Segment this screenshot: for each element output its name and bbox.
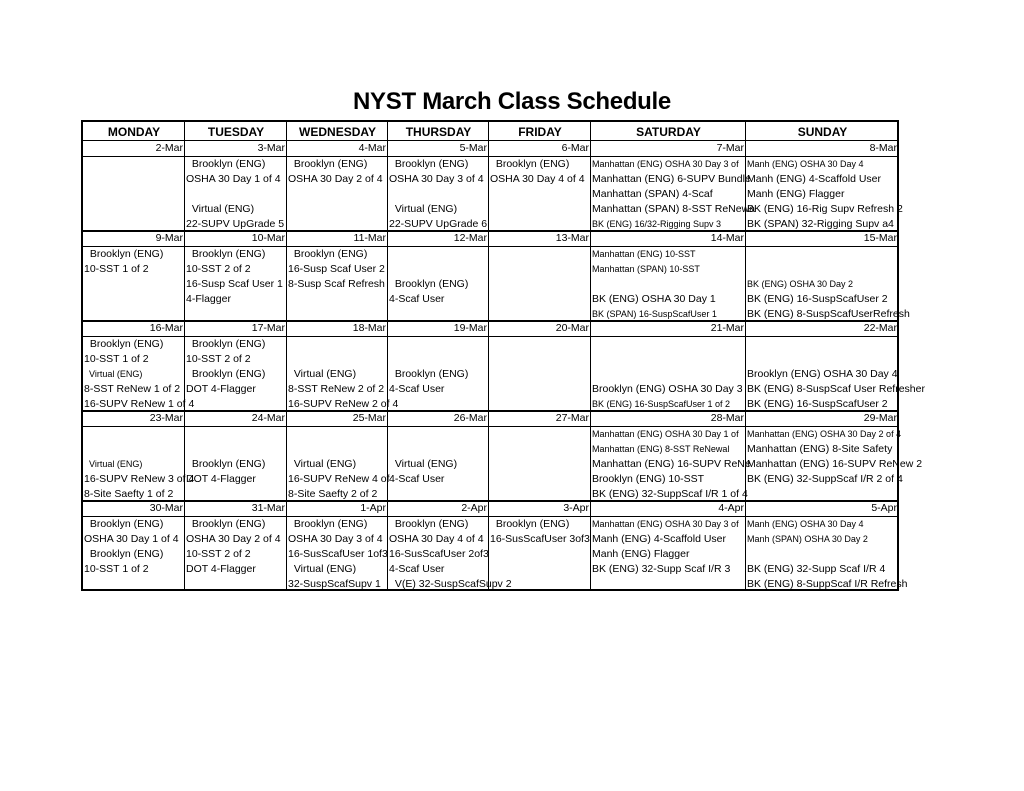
class-entry: Virtual (ENG) (288, 458, 357, 470)
class-entry: Manhattan (ENG) OSHA 30 Day 1 of (592, 429, 739, 439)
date-cell: 17-Mar (251, 322, 285, 334)
class-entry: Brooklyn (ENG) (84, 248, 164, 260)
schedule-grid (81, 120, 925, 591)
class-entry: Brooklyn (ENG) (389, 158, 469, 170)
class-entry: 8-Susp Scaf Refresh (288, 278, 385, 290)
date-cell: 23-Mar (149, 412, 183, 424)
date-cell: 5-Mar (459, 142, 487, 154)
date-cell: 16-Mar (149, 322, 183, 334)
class-entry: 4-Flagger (186, 293, 231, 305)
class-entry: Manh (ENG) OSHA 30 Day 4 (747, 519, 864, 529)
class-entry: 8-SST ReNew 2 of 2 (288, 383, 385, 395)
class-entry: OSHA 30 Day 4 of 4 (490, 173, 585, 185)
date-cell: 27-Mar (555, 412, 589, 424)
class-entry: Brooklyn (ENG) (389, 518, 469, 530)
class-entry: 16-SUPV ReNew 3 of 4 (84, 473, 195, 485)
class-entry: Brooklyn (ENG) (389, 278, 469, 290)
class-entry: Manh (ENG) Flagger (747, 188, 845, 200)
date-cell: 24-Mar (251, 412, 285, 424)
class-entry: Manhattan (ENG) 16-SUPV ReNew 2 (747, 458, 923, 470)
date-cell: 30-Mar (149, 502, 183, 514)
date-cell: 2-Mar (155, 142, 183, 154)
class-entry: Manhattan (ENG) 6-SUPV Bundle (592, 173, 751, 185)
class-entry: Virtual (ENG) (84, 369, 143, 379)
class-entry: BK (SPAN) 32-Rigging Supv a4 (747, 218, 894, 230)
class-entry: BK (ENG) 32-Supp Scaf I/R 4 (747, 563, 886, 575)
date-cell: 31-Mar (251, 502, 285, 514)
class-entry: 4-Scaf User (389, 563, 445, 575)
class-entry: 10-SST 1 of 2 (84, 263, 149, 275)
date-cell: 5-Apr (871, 502, 897, 514)
class-entry: Manhattan (ENG) 16-SUPV ReNe (592, 458, 751, 470)
class-entry: Manh (ENG) Flagger (592, 548, 690, 560)
class-entry: BK (ENG) 16-Rig Supv Refresh 2 (747, 203, 903, 215)
class-entry: Brooklyn (ENG) (84, 548, 164, 560)
class-entry: 16-SUPV ReNew 2 of 4 (288, 398, 399, 410)
class-entry: 16-Susp Scaf User 2 (288, 263, 385, 275)
class-entry: OSHA 30 Day 1 of 4 (84, 533, 179, 545)
class-entry: 8-Site Saefty 2 of 2 (288, 488, 378, 500)
class-entry: BK (ENG) 8-SuppScaf I/R Refresh (747, 578, 908, 590)
date-cell: 20-Mar (555, 322, 589, 334)
class-entry: 22-SUPV UpGrade 5 (186, 218, 285, 230)
class-entry: Brooklyn (ENG) (288, 518, 368, 530)
date-cell: 19-Mar (453, 322, 487, 334)
class-entry: V(E) 32-SuspScafSupv 2 (389, 578, 512, 590)
date-cell: 18-Mar (352, 322, 386, 334)
date-cell: 6-Mar (561, 142, 589, 154)
class-entry: Brooklyn (ENG) (288, 158, 368, 170)
class-entry: DOT 4-Flagger (186, 473, 256, 485)
class-entry: OSHA 30 Day 2 of 4 (186, 533, 281, 545)
date-cell: 26-Mar (453, 412, 487, 424)
class-entry: DOT 4-Flagger (186, 383, 256, 395)
day-header-wednesday: WEDNESDAY (299, 125, 376, 139)
date-cell: 7-Mar (716, 142, 744, 154)
class-entry: 16-SUPV ReNew 1 of 4 (84, 398, 195, 410)
class-entry: Brooklyn (ENG) (186, 458, 266, 470)
class-entry: Brooklyn (ENG) 10-SST (592, 473, 705, 485)
class-entry: OSHA 30 Day 3 of 4 (389, 173, 484, 185)
class-entry: Brooklyn (ENG) (84, 518, 164, 530)
class-entry: 8-SST ReNew 1 of 2 (84, 383, 181, 395)
class-entry: OSHA 30 Day 1 of 4 (186, 173, 281, 185)
date-cell: 25-Mar (352, 412, 386, 424)
class-entry: 16-SusScafUser 2of3 (389, 548, 489, 560)
date-cell: 22-Mar (863, 322, 897, 334)
class-entry: 32-SuspScafSupv 1 (288, 578, 381, 590)
class-entry: 4-Scaf User (389, 473, 445, 485)
class-entry: Brooklyn (ENG) (186, 158, 266, 170)
class-entry: OSHA 30 Day 4 of 4 (389, 533, 484, 545)
class-entry: Manh (ENG) 4-Scaffold User (592, 533, 727, 545)
class-entry: Manh (ENG) OSHA 30 Day 4 (747, 159, 864, 169)
class-entry: 8-Site Saefty 1 of 2 (84, 488, 174, 500)
class-entry: OSHA 30 Day 3 of 4 (288, 533, 383, 545)
day-header-monday: MONDAY (107, 125, 161, 139)
class-entry: 10-SST 1 of 2 (84, 563, 149, 575)
class-entry: Brooklyn (ENG) (186, 368, 266, 380)
class-entry: BK (ENG) 8-SuspScafUserRefresh (747, 308, 910, 320)
day-header-tuesday: TUESDAY (207, 125, 265, 139)
page-title: NYST March Class Schedule (353, 88, 671, 115)
date-cell: 3-Mar (257, 142, 285, 154)
day-header-sunday: SUNDAY (797, 125, 848, 139)
class-entry: 16-SusScafUser 3of3 (490, 533, 590, 545)
class-entry: Brooklyn (ENG) (186, 248, 266, 260)
day-header-saturday: SATURDAY (636, 125, 701, 139)
class-entry: BK (ENG) 16-SuspScafUser 1 of 2 (592, 399, 731, 409)
date-cell: 21-Mar (710, 322, 744, 334)
class-entry: Manhattan (ENG) OSHA 30 Day 2 of 4 (747, 429, 902, 439)
date-cell: 28-Mar (710, 412, 744, 424)
class-entry: Brooklyn (ENG) (186, 338, 266, 350)
class-entry: Virtual (ENG) (288, 563, 357, 575)
class-entry: Virtual (ENG) (389, 458, 458, 470)
class-entry: Brooklyn (ENG) (389, 368, 469, 380)
day-header-thursday: THURSDAY (405, 125, 472, 139)
date-cell: 11-Mar (353, 232, 386, 244)
class-entry: Manh (ENG) 4-Scaffold User (747, 173, 882, 185)
class-entry: Manhattan (ENG) 10-SST (592, 249, 696, 259)
class-entry: 16-SUPV ReNew 4 of (288, 473, 390, 485)
class-entry: Brooklyn (ENG) OSHA 30 Day 4 (747, 368, 898, 380)
date-cell: 4-Mar (358, 142, 386, 154)
class-entry: OSHA 30 Day 2 of 4 (288, 173, 383, 185)
class-entry: Brooklyn (ENG) (288, 248, 368, 260)
class-entry: Virtual (ENG) (186, 203, 255, 215)
date-cell: 1-Apr (360, 502, 386, 514)
class-entry: 10-SST 1 of 2 (84, 353, 149, 365)
class-entry: BK (ENG) OSHA 30 Day 1 (592, 293, 716, 305)
class-entry: BK (ENG) 8-SuspScaf User Refresher (747, 383, 925, 395)
class-entry: Brooklyn (ENG) (490, 518, 570, 530)
class-entry: Manh (SPAN) OSHA 30 Day 2 (747, 534, 868, 544)
class-entry: BK (ENG) 16-SuspScafUser 2 (747, 398, 888, 410)
date-cell: 13-Mar (555, 232, 589, 244)
class-entry: Brooklyn (ENG) (490, 158, 570, 170)
class-entry: Virtual (ENG) (389, 203, 458, 215)
class-entry: Manhattan (ENG) 8-Site Safety (747, 443, 893, 455)
day-header-friday: FRIDAY (518, 125, 562, 139)
class-entry: Manhattan (ENG) 8-SST ReNewal (592, 444, 730, 454)
date-cell: 29-Mar (863, 412, 897, 424)
class-entry: Brooklyn (ENG) OSHA 30 Day 3 (592, 383, 743, 395)
class-entry: BK (ENG) 32-Supp Scaf I/R 3 (592, 563, 731, 575)
class-entry: DOT 4-Flagger (186, 563, 256, 575)
class-entry: 10-SST 2 of 2 (186, 548, 251, 560)
date-cell: 10-Mar (251, 232, 285, 244)
date-cell: 15-Mar (863, 232, 897, 244)
class-entry: BK (ENG) 16/32-Rigging Supv 3 (592, 219, 722, 229)
class-entry: Brooklyn (ENG) (186, 518, 266, 530)
class-entry: BK (ENG) 32-SuppScaf I/R 2 of 4 (747, 473, 903, 485)
class-entry: BK (ENG) OSHA 30 Day 2 (747, 279, 854, 289)
class-entry: Brooklyn (ENG) (84, 338, 164, 350)
class-entry: Manhattan (SPAN) 8-SST ReNewa (592, 203, 756, 215)
class-entry: 10-SST 2 of 2 (186, 263, 251, 275)
date-cell: 3-Apr (563, 502, 589, 514)
class-entry: BK (SPAN) 16-SuspScafUser 1 (592, 309, 717, 319)
class-entry: Virtual (ENG) (288, 368, 357, 380)
class-entry: Manhattan (ENG) OSHA 30 Day 3 of (592, 519, 739, 529)
class-entry: 22-SUPV UpGrade 6 (389, 218, 488, 230)
class-entry: BK (ENG) 16-SuspScafUser 2 (747, 293, 888, 305)
date-cell: 12-Mar (453, 232, 487, 244)
class-entry: BK (ENG) 32-SuppScaf I/R 1 of 4 (592, 488, 748, 500)
class-entry: 10-SST 2 of 2 (186, 353, 251, 365)
class-entry: 4-Scaf User (389, 293, 445, 305)
class-entry: Manhattan (SPAN) 10-SST (592, 264, 700, 274)
class-entry: 4-Scaf User (389, 383, 445, 395)
date-cell: 2-Apr (461, 502, 487, 514)
class-entry: Virtual (ENG) (84, 459, 143, 469)
class-entry: Manhattan (SPAN) 4-Scaf (592, 188, 713, 200)
class-entry: 16-Susp Scaf User 1 (186, 278, 283, 290)
class-entry: Manhattan (ENG) OSHA 30 Day 3 of (592, 159, 739, 169)
date-cell: 9-Mar (155, 232, 183, 244)
date-cell: 8-Mar (869, 142, 897, 154)
date-cell: 4-Apr (718, 502, 744, 514)
date-cell: 14-Mar (710, 232, 744, 244)
class-entry: 16-SusScafUser 1of3 (288, 548, 388, 560)
